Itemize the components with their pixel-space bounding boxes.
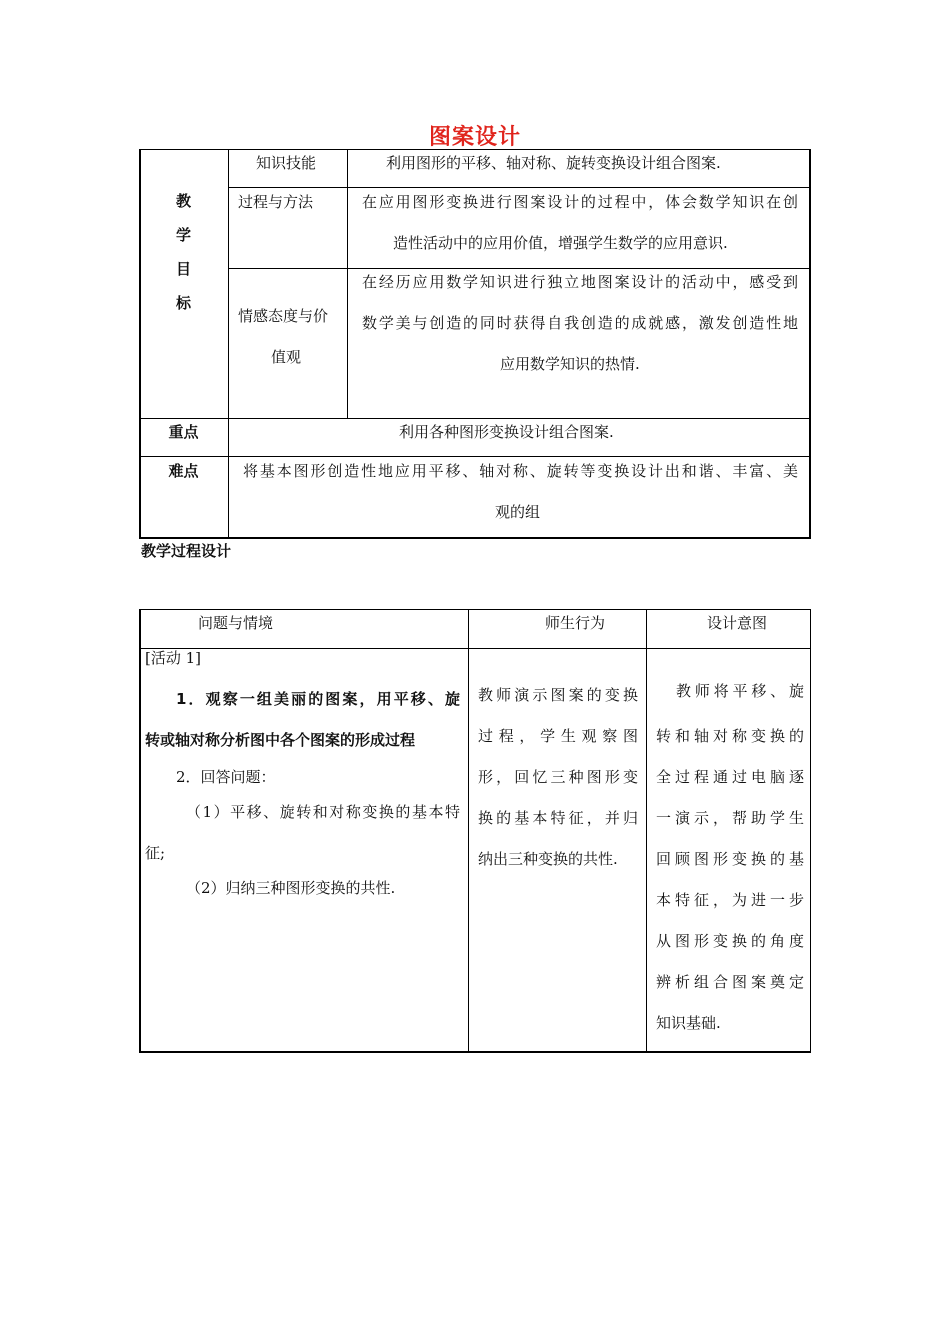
difficulty-content-line: 观的组 <box>495 503 541 521</box>
divider <box>228 149 229 539</box>
activity-item2: 2．回答问题： <box>176 768 276 786</box>
question1-line: （1）平移、旋转和对称变换的基本特 <box>186 803 460 821</box>
question1-line: 征; <box>145 844 166 862</box>
content-emotion-attitude-line: 应用数学知识的热情. <box>500 355 640 373</box>
difficulty-label: 难点 <box>168 462 199 480</box>
intent-line: 转和轴对称变换的 <box>656 727 804 745</box>
divider <box>646 609 647 1053</box>
document-title: 图案设计 <box>428 125 521 150</box>
category-emotion-attitude-line: 情感态度与价 <box>238 307 329 325</box>
content-emotion-attitude-line: 在经历应用数学知识进行独立地图案设计的活动中，感受到 <box>362 273 798 291</box>
behavior-line: 纳出三种变换的共性. <box>478 850 618 868</box>
intent-line: 教师将平移、旋 <box>676 682 804 700</box>
content-process-method-line: 造性活动中的应用价值，增强学生数学的应用意识. <box>393 234 728 252</box>
activity-label: [活动 1] <box>145 649 202 667</box>
key-point-label: 重点 <box>168 423 199 441</box>
behavior-line: 教师演示图案的变换 <box>478 686 638 704</box>
difficulty-content-line: 将基本图形创造性地应用平移、轴对称、旋转等变换设计出和谐、丰富、美 <box>243 462 798 480</box>
intent-line: 一演示，帮助学生 <box>656 809 804 827</box>
question2: （2）归纳三种图形变换的共性. <box>186 879 396 897</box>
objectives-label-char: 标 <box>175 294 191 312</box>
behavior-line: 形，回忆三种图形变 <box>478 768 638 786</box>
header-problem-situation: 问题与情境 <box>198 614 274 632</box>
header-design-intent: 设计意图 <box>707 614 768 632</box>
category-knowledge-skills: 知识技能 <box>256 154 317 172</box>
objectives-label-char: 学 <box>175 226 191 244</box>
content-emotion-attitude-line: 数学美与创造的同时获得自我创造的成就感，激发创造性地 <box>362 314 798 332</box>
content-knowledge-skills: 利用图形的平移、轴对称、旋转变换设计组合图案. <box>386 154 721 172</box>
intent-line: 知识基础. <box>656 1014 721 1032</box>
intent-line: 全过程通过电脑逐 <box>656 768 804 786</box>
section-heading: 教学过程设计 <box>141 542 232 560</box>
key-point-content: 利用各种图形变换设计组合图案. <box>399 423 614 441</box>
behavior-line: 过程，学生观察图 <box>478 727 638 745</box>
intent-line: 回顾图形变换的基 <box>656 850 804 868</box>
category-process-method: 过程与方法 <box>238 193 314 211</box>
activity-item1-line: 1．观察一组美丽的图案，用平移、旋 <box>176 690 460 708</box>
intent-line: 辨析组合图案奠定 <box>656 973 804 991</box>
intent-line: 从图形变换的角度 <box>656 932 804 950</box>
divider <box>468 609 469 1053</box>
objectives-label-char: 目 <box>175 260 191 278</box>
behavior-line: 换的基本特征，并归 <box>478 809 638 827</box>
category-emotion-attitude-line: 值观 <box>271 348 302 366</box>
objectives-label-char: 教 <box>175 192 191 210</box>
header-teacher-student-behavior: 师生行为 <box>545 614 606 632</box>
activity-item1-line: 转或轴对称分析图中各个图案的形成过程 <box>145 731 416 749</box>
content-process-method-line: 在应用图形变换进行图案设计的过程中，体会数学知识在创 <box>362 193 798 211</box>
divider <box>139 648 811 649</box>
objectives-label <box>139 184 228 320</box>
divider <box>347 149 348 419</box>
intent-line: 本特征，为进一步 <box>656 891 804 909</box>
